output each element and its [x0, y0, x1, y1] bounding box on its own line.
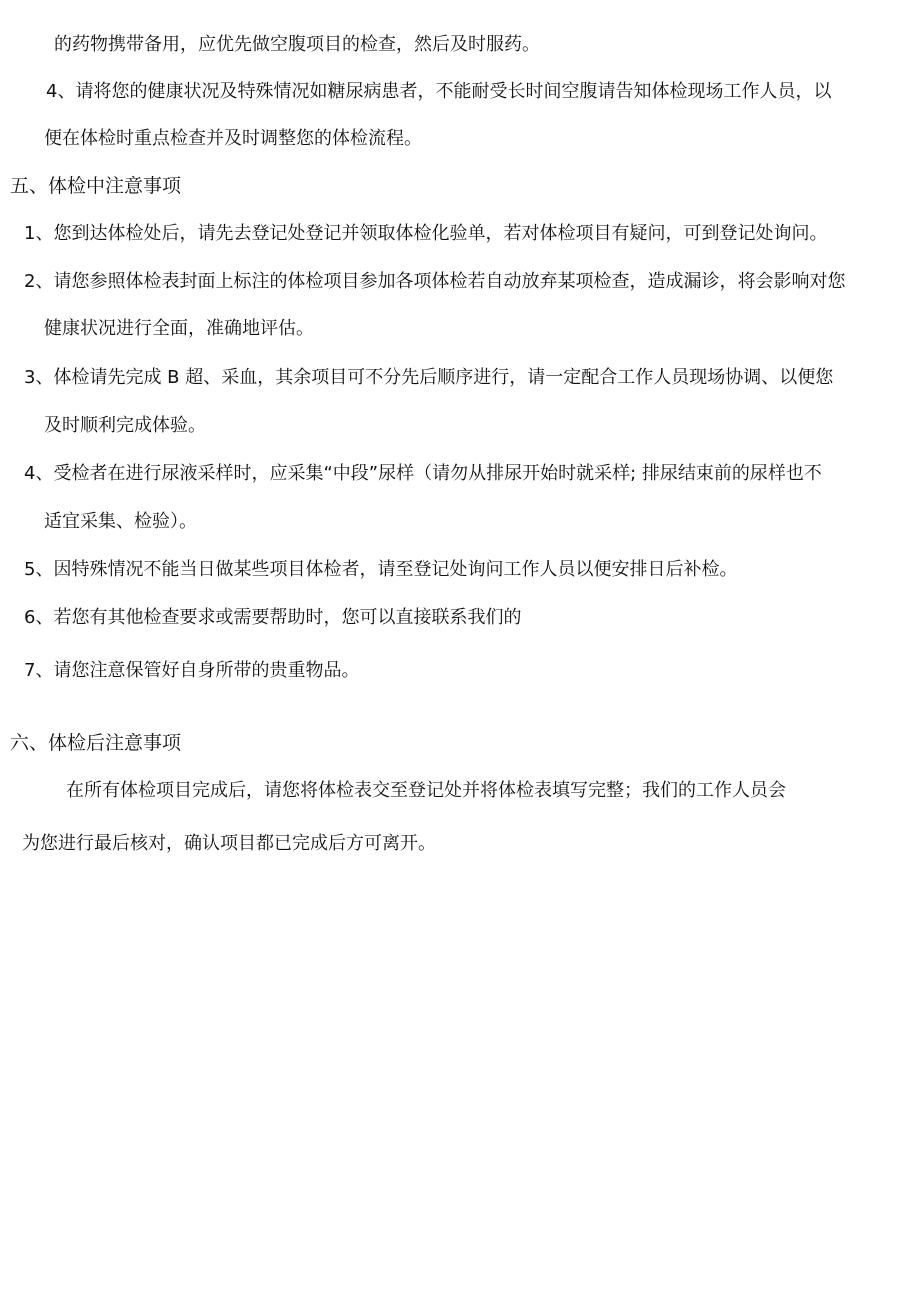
- section-5-item-3-line-2: 及时顺利完成体验。: [44, 415, 206, 436]
- section-5-item-5: 5、因特殊情况不能当日做某些项目体检者，请至登记处询问工作人员以便安排日后补检。: [24, 559, 738, 580]
- section-5-item-3-line-1: 3、体检请先完成 B 超、采血，其余项目可不分先后顺序进行，请一定配合工作人员现场协调、以便您: [24, 367, 834, 388]
- section-5-item-2-line-2: 健康状况进行全面，准确地评估。: [44, 318, 314, 339]
- section-5-item-6: 6、若您有其他检查要求或需要帮助时，您可以直接联系我们的: [24, 607, 522, 628]
- section-5-item-2-line-1: 2、请您参照体检表封面上标注的体检项目参加各项体检若自动放弃某项检查，造成漏诊，将会影响对您: [24, 271, 846, 292]
- intro-item-4-line-2: 便在体检时重点检查并及时调整您的体检流程。: [44, 128, 422, 149]
- section-6-heading: 六、体检后注意事项: [10, 732, 182, 754]
- section-5-item-4-line-2: 适宜采集、检验）。: [44, 511, 197, 532]
- section-6-paragraph-line-2: 为您进行最后核对，确认项目都已完成后方可离开。: [22, 833, 436, 854]
- section-5-heading: 五、体检中注意事项: [10, 175, 182, 197]
- intro-line-1: 的药物携带备用，应优先做空腹项目的检查，然后及时服药。: [54, 34, 540, 55]
- intro-item-4-line-1: 4、请将您的健康状况及特殊情况如糖尿病患者，不能耐受长时间空腹请告知体检现场工作人员，以: [46, 81, 832, 102]
- section-5-item-7: 7、请您注意保管好自身所带的贵重物品。: [24, 660, 360, 681]
- section-5-item-1: 1、您到达体检处后，请先去登记处登记并领取体检化验单，若对体检项目有疑问，可到登记处询问。: [24, 223, 828, 244]
- section-6-paragraph-line-1: 在所有体检项目完成后，请您将体检表交至登记处并将体检表填写完整；我们的工作人员会: [66, 780, 786, 801]
- section-5-item-4-line-1: 4、受检者在进行尿液采样时，应采集“中段”尿样（请勿从排尿开始时就采样; 排尿结束前的尿样也不: [24, 463, 822, 484]
